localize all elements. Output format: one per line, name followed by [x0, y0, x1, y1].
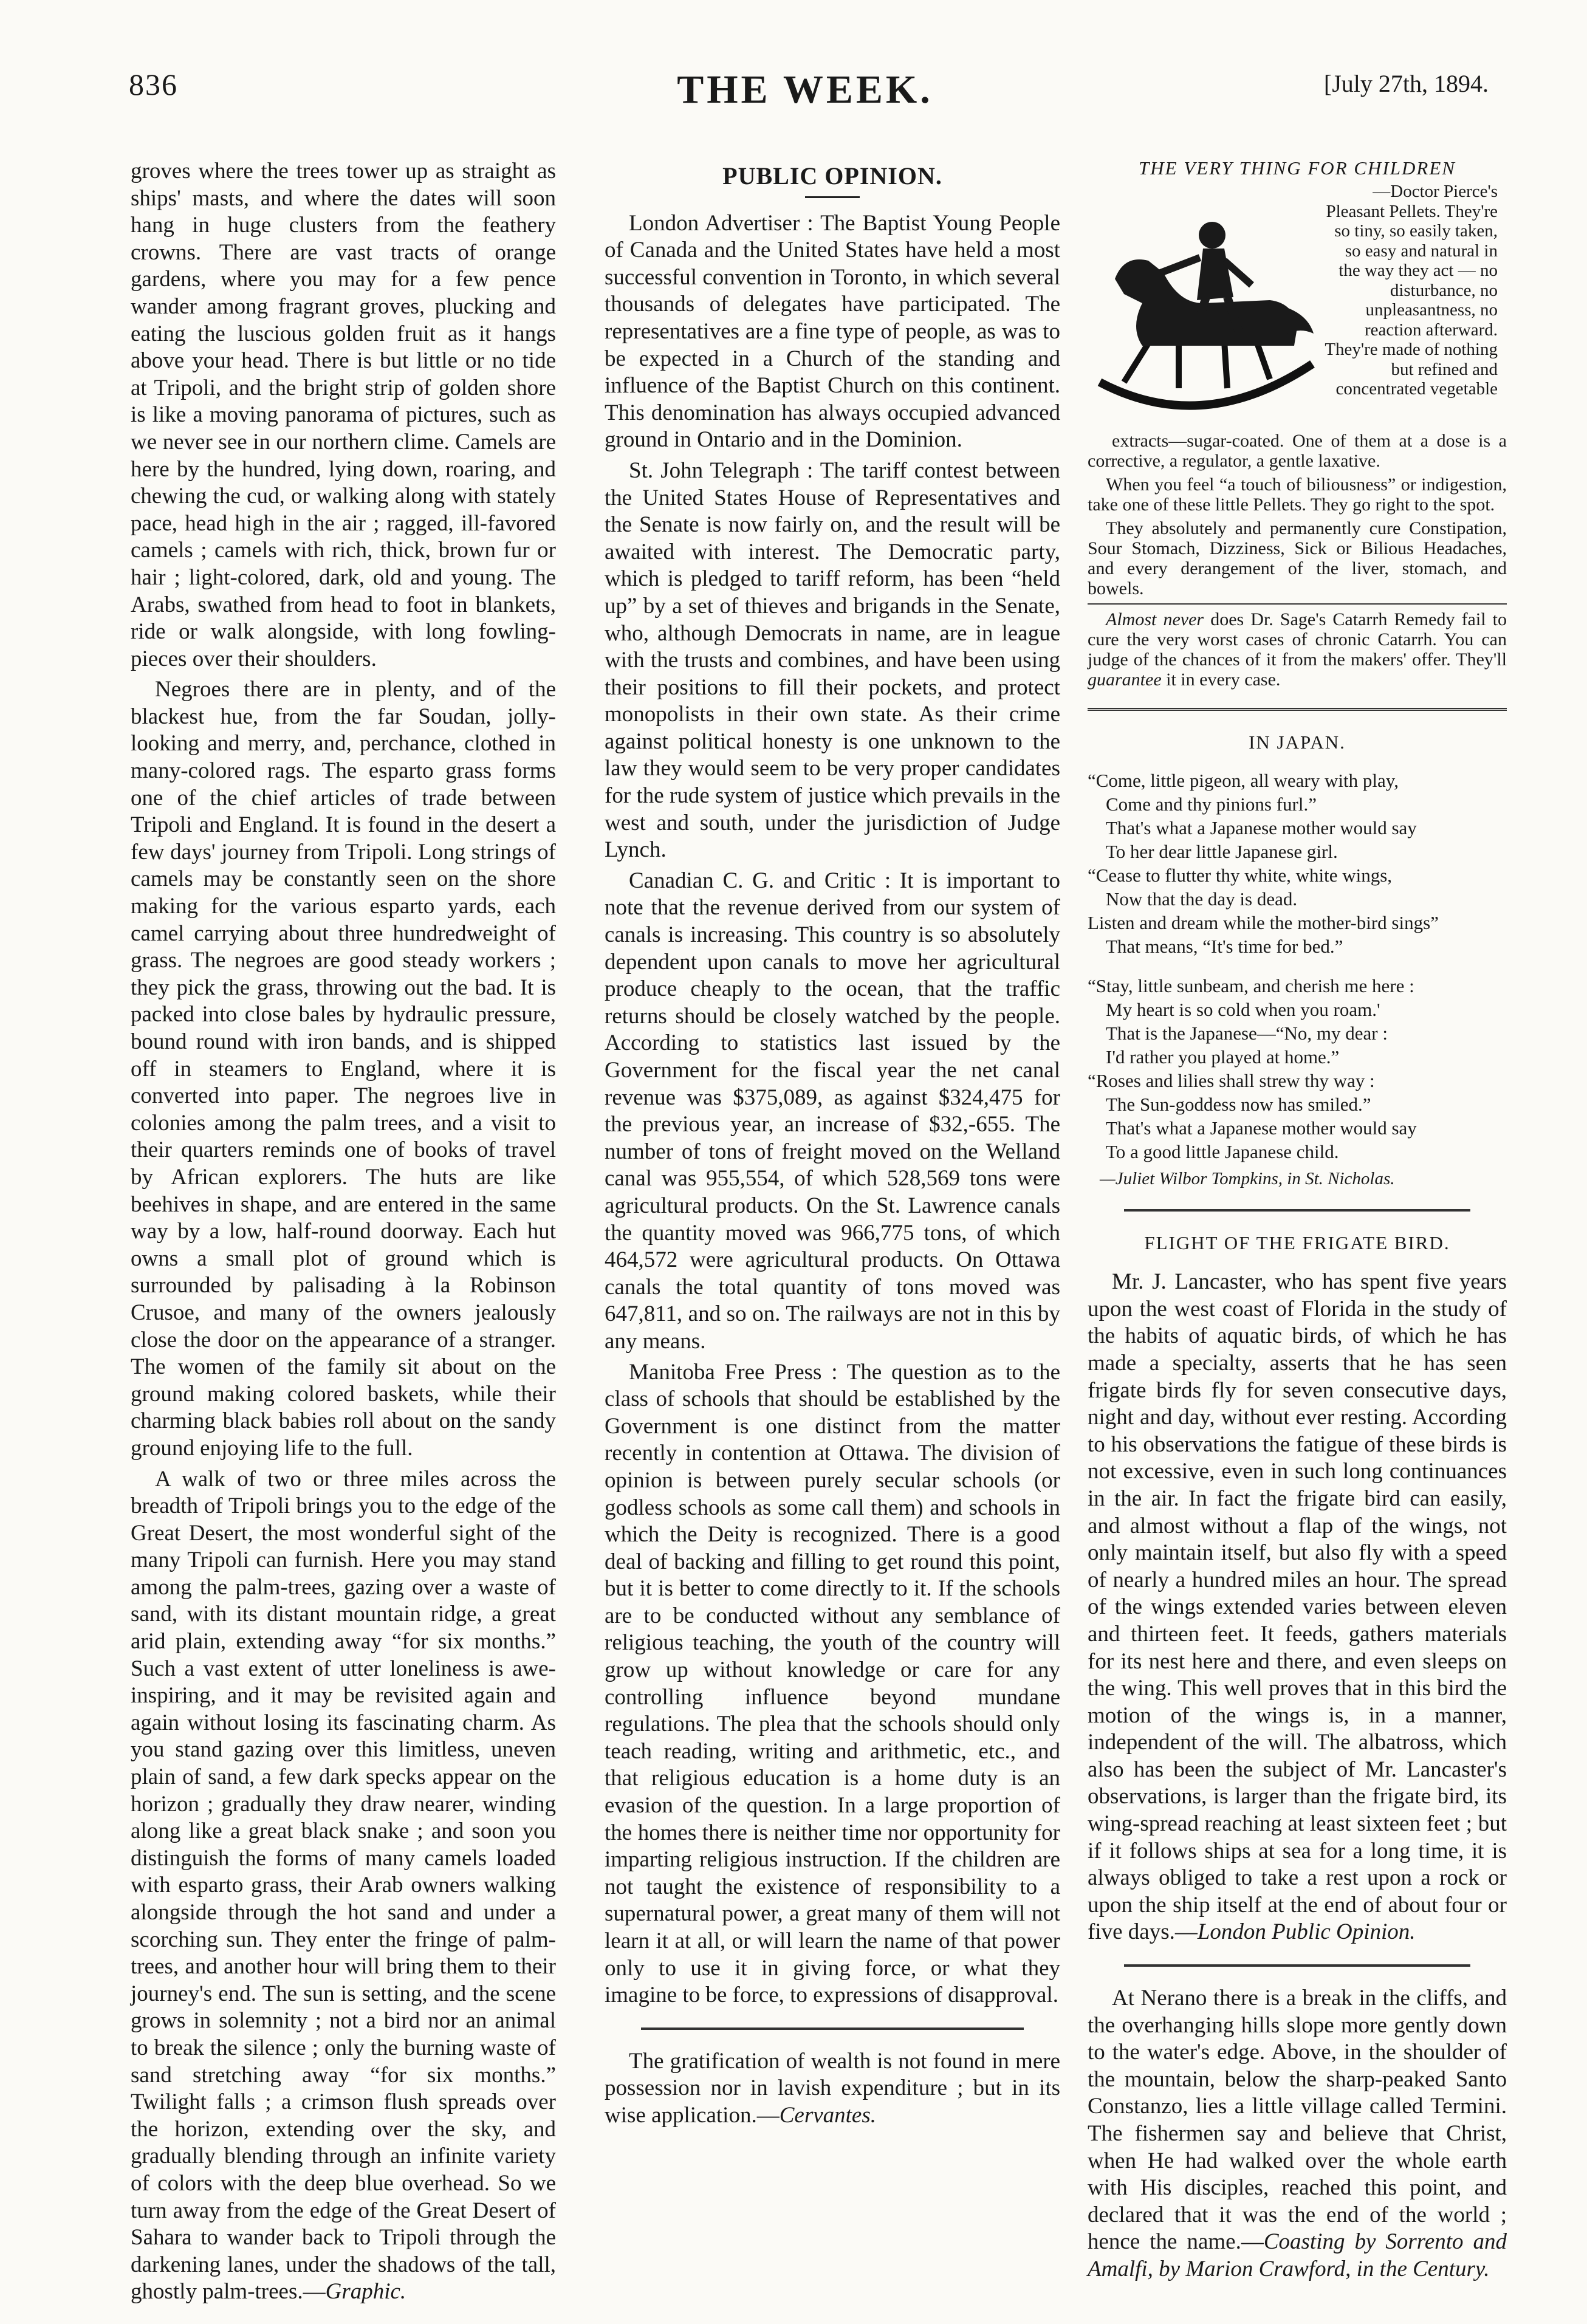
frigate-source: London Public Opinion. [1197, 1919, 1416, 1945]
poem-line: “Roses and lilies shall strew thy way : [1088, 1069, 1375, 1091]
column-tripoli [131, 158, 556, 2306]
ad-bottom-rule [1088, 708, 1507, 711]
rocking-horse-illustration [1088, 182, 1318, 431]
pierce-pellets-advertisement [1088, 158, 1507, 690]
poem-line: Listen and dream while the mother-bird sings” [1088, 911, 1439, 933]
page-header [122, 67, 1489, 134]
poem-credit: —Juliet Wilbor Tompkins, in St. Nicholas. [1100, 1168, 1395, 1188]
in-japan-poem [1088, 769, 1507, 1191]
poem-line: That's what a Japanese mother would say [1106, 817, 1417, 838]
ad-cure: They absolutely and permanently cure Constipation, Sour Stomach, Dizziness, Sick or Bilious Headaches, and every derangement of the liver, stomach, and bowels. [1088, 518, 1507, 598]
poem-line: That is the Japanese—“No, my dear : [1106, 1022, 1388, 1044]
poem-line: My heart is so cold when you roam.' [1106, 998, 1380, 1020]
ad-inner-rule [1088, 603, 1507, 605]
poem-line: I'd rather you played at home.” [1106, 1046, 1340, 1068]
frigate-divider [1124, 1964, 1470, 1967]
section-divider [641, 2028, 1024, 2030]
ad-biliousness: When you feel “a touch of biliousness” or indigestion, take one of these little Pellets. They go right to the spot. [1088, 475, 1507, 515]
poem-line: That means, “It's time for bed.” [1106, 935, 1343, 957]
public-opinion-heading: PUBLIC OPINION. [722, 162, 942, 190]
heading-rule [805, 196, 860, 198]
column-public-opinion [605, 158, 1060, 2130]
masthead-title: THE WEEK. [677, 67, 933, 112]
frigate-paragraph [1088, 1269, 1507, 1946]
poem-line: Now that the day is dead. [1106, 888, 1298, 910]
ad-side-text: —Doctor Pierce's Pleasant Pellets. They're so tiny, so easily taken, so easy and natural in the way they act — no disturbance, no unpleasantness, no reaction afterward. They're made of nothing but refined and concentrated vegetable [1325, 182, 1498, 399]
ad-body: extracts—sugar-coated. One of them at a dose is a corrective, a regulator, a gentle laxative. [1088, 431, 1507, 471]
poem-line: Come and thy pinions furl.” [1106, 793, 1317, 815]
poem-line: The Sun-goddess now has smiled.” [1106, 1093, 1371, 1115]
ad-top [1088, 182, 1507, 431]
tripoli-source: Graphic. [325, 2279, 406, 2305]
page-number: 836 [129, 67, 178, 101]
tripoli-paragraph-1: groves where the trees tower up as straight as ships' masts, and where the dates will soon hang in huge clusters from the feathery crowns. There are vast tracts of orange gardens, where you may for a few pence wander among fragrant groves, plucking and eating the luscious golden fruit as it hangs above your head. There is but little or no tide at Tripoli, and the bright strip of golden shore is like a moving panorama of pictures, such as we never see in our northern clime. Camels are here by the hundred, lying down, roaring, and chewing the cud, or walking along with stately pace, head high in the air ; ragged, ill-favored camels ; camels with rich, thick, brown fur or hair ; light-colored, dark, old and young. The Arabs, swathed from head to foot in blankets, ride or walk alongside, with long fowling-pieces over their shoulders. [131, 159, 556, 671]
nerano-source: Coasting by Sorrento and Amalfi, by Marion Crawford, in the Century. [1088, 2229, 1507, 2281]
tripoli-paragraph-3 [131, 1466, 556, 2306]
cervantes-quote [605, 2048, 1060, 2130]
nerano-text: At Nerano there is a break in the cliffs, and the overhanging hills slope more gently down to the water's edge. Above, in the shoulder of the mountain, below the sharp-peaked Santo Constanzo, lies a little village called Termini. The fishermen say and believe that Christ, when He had walked over the whole earth with His disciples, reached this point, and declared that it was the end of the world ; hence the name.— [1088, 1986, 1507, 2255]
poem-line: “Cease to flutter thy white, white wings, [1088, 864, 1393, 886]
quote-text: The gratification of wealth is not found in mere possession nor in lavish expenditure ; but in its wise application.— [605, 2048, 1060, 2128]
london-advertiser-paragraph: London Advertiser : The Baptist Young People of Canada and the United States have held a most successful convention in Toronto, in which several thousands of delegates have participated. The representatives are a fine type of people, as was to be expected in a Church of the standing and influence of the Baptist Church on this continent. This denomination has always occupied advanced ground in Ontario and in the Dominion. [605, 210, 1060, 453]
poem-line: To her dear little Japanese girl. [1106, 840, 1338, 862]
quote-source: Cervantes. [779, 2102, 876, 2128]
nerano-paragraph [1088, 1985, 1507, 2283]
ad-catarrh-lead: Almost never [1106, 609, 1204, 629]
tripoli-paragraph-3-text: A walk of two or three miles across the breadth of Tripoli brings you to the edge of the Great Desert, the most wonderful sight of the many Tripoli can furnish. Here you may stand among the palm-trees, gazing over a waste of sand, with its distant mountain ridge, a great arid plain, extending away “for six months.” Such a vast extent of utter loneliness is awe-inspiring, and it may be revisited again and again without losing its fascinating charm. As you stand gazing over this limitless, uneven plain of sand, a few dark specks appear on the horizon ; gradually they draw nearer, winding along like a great black snake ; and soon you distinguish the forms of many camels loaded with esparto grass, their Arab owners walking alongside through the hot sand and under a scorching sun. They enter the fringe of palm-trees, and another hour will bring them to their journey's end. The sun is setting, and the scene grows in solemnity ; not a bird nor an animal to break the silence ; only the burning waste of sand stretching away “for six months.” Twilight falls ; a crimson flush spreads over the horizon, extending over the sky, and gradually blending through an infinite variety of colors with the deep blue overhead. So we turn away from the edge of the Great Desert of Sahara to wander back to Tripoli through the darkening lanes, under the shadows of the tall, ghostly palm-trees.— [131, 1466, 556, 2305]
poem-line: That's what a Japanese mother would say [1106, 1117, 1417, 1139]
ad-catarrh-end: it in every case. [1161, 670, 1281, 690]
poem-divider [1124, 1209, 1470, 1212]
in-japan-title: IN JAPAN. [1249, 732, 1346, 753]
ad-catarrh-guarantee: guarantee [1088, 670, 1162, 690]
frigate-title: FLIGHT OF THE FRIGATE BIRD. [1144, 1232, 1450, 1253]
frigate-text: Mr. J. Lancaster, who has spent five years upon the west coast of Florida in the study of the habits of aquatic birds, of which he has made a specialty, asserts that he has seen frigate birds fly for seven consecutive days, night and day, without ever resting. According to his observations the fatigue of these birds is not excessive, even in such long continuances in the air. In fact the frigate bird can easily, and almost without a flap of the wings, not only maintain itself, but also fly with a speed of nearly a hundred miles an hour. The spread of the wings extended varies between eleven and thirteen feet. It feeds, gathers materials for its nest here and there, and even sleeps on the wing. This well proves that in this bird the motion of the wings is, in a manner, independent of the will. The albatross, which also has been the subject of Mr. Lancaster's observations, is larger than the frigate bird, its wing-spread reaching at least sixteen feet ; but if it follows ships at sea for a long time, it is always obliged to take a rest upon a rock or upon the ship itself at the end of about four or five days.— [1088, 1269, 1507, 1945]
ad-catarrh-text: does Dr. Sage's Catarrh Remedy fail to cure the very worst cases of chronic Catarrh. You can judge of the chances of it from the makers' offer. They'll [1088, 609, 1507, 670]
issue-date: [July 27th, 1894. [1323, 70, 1489, 97]
poem-line: To a good little Japanese child. [1106, 1140, 1339, 1162]
manitoba-free-press-paragraph: Manitoba Free Press : The question as to the class of schools that should be established by the Government is one distinct from the matter recently in contention at Ottawa. The division of opinion is between purely secular schools (or godless schools as some call them) and schools in which the Deity is recognized. There is a good deal of backing and filling to get round this point, but it is better to come directly to it. If the schools are to be conducted without any semblance of religious teaching, the youth of the country will grow up without knowledge or care for any controlling influence beyond mundane regulations. The plea that the schools should only teach reading, writing and arithmetic, etc., and that religious education is a home duty is an evasion of the question. In a large proportion of the homes there is neither time nor opportunity for imparting religious instruction. If the children are not taught the existence of responsibility to a supernatural power, a great many of them will not learn it at all, or will learn the name of that power only to use it in giving force, or what they imagine to be force, to expressions of disapproval. [605, 1359, 1060, 2008]
st-john-telegraph-paragraph: St. John Telegraph : The tariff contest between the United States House of Representatives and the Senate is now fairly on, and the result will be awaited with interest. The Democratic party, which is pledged to tariff reform, has been “held up” by a set of thieves and brigands in the Senate, who, although Democrats in name, are in league with the trusts and combines, and have been using their positions to fill their pockets, and protect monopolists in their own state. As their crime against political honesty is one unknown to the law they would seem to be very proper candidates for the rude system of justice which prevails in the west and south, under the jurisdiction of Judge Lynch. [605, 458, 1060, 863]
poem-line: “Come, little pigeon, all weary with play, [1088, 769, 1399, 791]
tripoli-paragraph-2: Negroes there are in plenty, and of the blackest hue, from the far Soudan, jolly-looking and merry, and, perchance, clothed in many-colored rags. The esparto grass forms one of the chief articles of trade between Tripoli and England. It is found in the desert a few days' journey from Tripoli. Long strings of camels may be constantly seen on the shore making for the various esparto yards, each camel carrying about three hundredweight of grass. The negroes are good steady workers ; they pick the grass, throwing out the bad. It is packed into close bales by hydraulic pressure, bound round with iron bands, and is shipped off in steamers to England, where it is converted into paper. The negroes live in colonies among the palm trees, and a visit to their quarters reminds one of books of travel by African explorers. The huts are like beehives in shape, and are entered in the same way by a low, half-round doorway. Each hut owns a small plot of ground which is surrounded by palisading à la Robinson Crusoe, and many of the owners jealously close the door on the appearance of a stranger. The women of the family sit about on the ground making colored baskets, while their charming black babies roll about on the sandy ground enjoying life to the full. [131, 677, 556, 1461]
canadian-critic-paragraph: Canadian C. G. and Critic : It is important to note that the revenue derived from our system of canals is increasing. This country is so absolutely dependent upon canals to move her agricultural produce cheaply to the ocean, that the traffic returns should be closely watched by the people. According to statistics last issued by the Government for the fiscal year the net canal revenue was $375,089, as against $324,475 for the previous year, an increase of $32,-655. The number of tons of freight moved on the Welland canal was 955,554, of which 528,569 tons were agricultural products. On the St. Lawrence canals the quantity moved was 966,775 tons, of which 464,572 were agricultural products. On Ottawa canals the total quantity of tons moved was 647,811, and so on. The railways are not in this by any means. [605, 868, 1060, 1354]
ad-catarrh [1088, 609, 1507, 690]
column-misc [1088, 158, 1507, 2283]
stanza-break [1088, 958, 1507, 974]
ad-title: THE VERY THING FOR CHILDREN [1139, 157, 1456, 179]
poem-line: “Stay, little sunbeam, and cherish me here : [1088, 975, 1414, 996]
